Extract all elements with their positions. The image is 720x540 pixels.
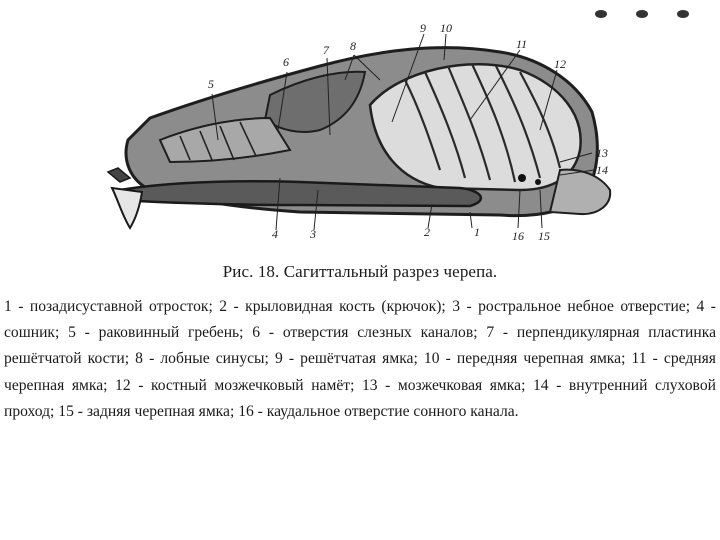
legend-item-number: 12 -	[115, 377, 151, 394]
legend-item-text: передняя черепная ямка;	[456, 350, 626, 368]
callout-14: 14	[596, 163, 608, 177]
figure-caption: Рис. 18. Сагиттальный разрез черепа.	[222, 262, 498, 281]
legend-item	[58, 403, 234, 420]
legend-item-number: 1 -	[4, 298, 30, 315]
legend-item-number: 5 -	[68, 324, 99, 341]
callout-16: 16	[512, 229, 524, 243]
legend-item-text: перпендикулярная пластинка решётчатой кости;	[4, 324, 717, 368]
legend-item-number: 4 -	[697, 298, 716, 315]
legend-item	[362, 377, 525, 394]
legend-item-text: лобные синусы;	[160, 350, 269, 368]
legend-item	[135, 350, 269, 367]
legend-item-number: 15 -	[58, 403, 87, 420]
legend-item	[275, 350, 418, 367]
legend-item-number: 16 -	[238, 403, 267, 420]
legend-item-text: ростральное небное отверстие;	[478, 298, 691, 315]
legend-item-number: 3 -	[452, 298, 478, 315]
legend-item-text: позадисуставной отросток;	[29, 298, 213, 315]
legend-item-text: решётчатая ямка;	[300, 350, 418, 368]
legend-item	[452, 298, 690, 315]
skull-outline	[108, 48, 610, 228]
legend-item-text: костный мозжечковый намёт;	[150, 376, 355, 394]
legend-item-text: средняя черепная ямка;	[4, 350, 716, 394]
legend-item	[238, 403, 518, 420]
legend-item	[115, 377, 354, 394]
corner-dots	[595, 10, 689, 18]
legend-item-text: задняя черепная ямка;	[86, 402, 235, 420]
callout-2: 2	[424, 225, 430, 239]
legend-item-text: каудальное отверстие сонного канала.	[266, 402, 519, 420]
legend-item	[252, 324, 477, 341]
callout-13: 13	[596, 146, 608, 160]
callout-4: 4	[272, 227, 278, 241]
legend-item-text: внутренний слуховой проход;	[4, 376, 716, 420]
callout-12: 12	[554, 57, 566, 71]
legend-item	[219, 298, 445, 315]
legend-item-number: 6 -	[252, 324, 283, 341]
legend-item	[68, 324, 243, 341]
legend-item-text: мозжечковая ямка;	[397, 376, 526, 394]
legend-item	[4, 298, 213, 315]
legend-item-number: 7 -	[486, 324, 517, 341]
legend-item-number: 8 -	[135, 350, 160, 367]
callout-3: 3	[310, 227, 316, 241]
callout-10: 10	[440, 21, 452, 35]
figure-legend	[4, 294, 716, 425]
legend-item	[424, 350, 625, 367]
callout-8: 8	[350, 39, 356, 53]
legend-item-text: крыловидная кость (крючок);	[245, 298, 446, 315]
legend-item-text: сошник;	[4, 324, 60, 342]
legend-item-text: раковинный гребень;	[98, 324, 244, 342]
legend-item-number: 11 -	[632, 350, 664, 367]
callout-15: 15	[538, 229, 550, 243]
legend-item-number: 10 -	[424, 350, 457, 367]
skull-sagittal-section-figure	[0, 0, 720, 250]
callout-9: 9	[420, 21, 426, 35]
legend-item-number: 9 -	[275, 350, 300, 367]
legend-item-number: 13 -	[362, 377, 398, 394]
callout-11: 11	[516, 37, 528, 51]
skull-drawing	[0, 0, 720, 250]
callout-5: 5	[208, 77, 214, 91]
callout-1: 1	[474, 225, 480, 239]
callout-7: 7	[323, 43, 329, 57]
legend-item-number: 14 -	[533, 377, 569, 394]
callout-6: 6	[283, 55, 289, 69]
legend-item-text: отверстия слезных каналов;	[282, 324, 478, 342]
legend-item-number: 2 -	[219, 298, 245, 315]
